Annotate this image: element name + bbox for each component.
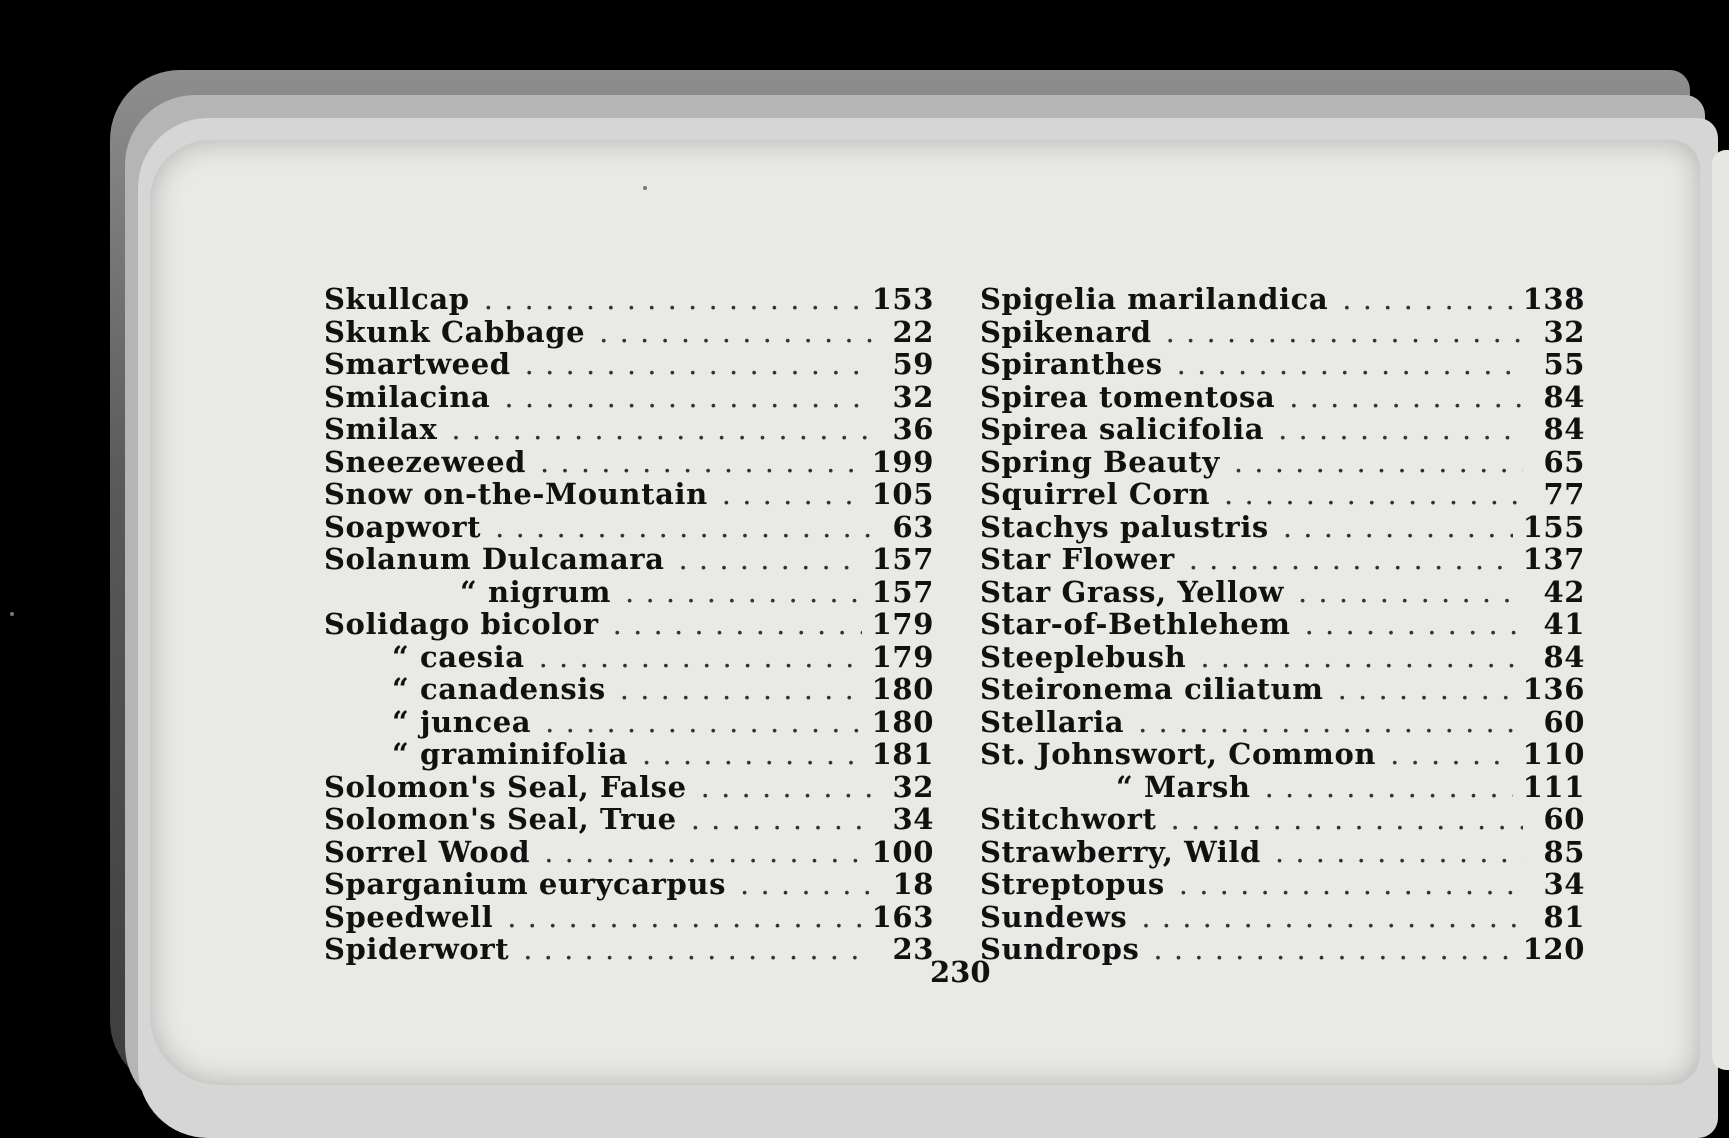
entry-name: Stellaria xyxy=(980,704,1125,739)
dot-leader xyxy=(740,868,872,901)
index-entry xyxy=(980,348,1585,381)
entry-name: Spikenard xyxy=(980,314,1152,349)
dot-leader xyxy=(1298,576,1523,609)
dot-leader xyxy=(507,901,861,934)
entry-page-number: 100 xyxy=(871,834,934,869)
index-entry xyxy=(980,933,1585,966)
index-entry xyxy=(980,446,1585,479)
entry-name: Sorrel Wood xyxy=(324,834,531,869)
entry-page-number: 120 xyxy=(1522,932,1585,966)
entry-name: Solomon's Seal, False xyxy=(324,769,687,804)
entry-name: Spirea tomentosa xyxy=(980,379,1276,414)
entry-name: Stitchwort xyxy=(980,802,1157,836)
entry-name: Sparganium eurycarpus xyxy=(324,867,727,901)
page-number: 230 xyxy=(930,955,991,989)
entry-name: Smilacina xyxy=(324,379,491,414)
entry-name: Star-of-Bethlehem xyxy=(980,607,1291,641)
index-entry xyxy=(324,478,934,511)
entry-page-number: 199 xyxy=(871,444,934,479)
entry-name: “ graminifolia xyxy=(392,737,628,771)
dot-leader xyxy=(495,511,872,544)
index-entry xyxy=(324,413,934,446)
entry-page-number: 81 xyxy=(1543,899,1585,934)
entry-page-number: 153 xyxy=(871,282,934,316)
entry-page-number: 32 xyxy=(1543,314,1585,349)
dot-leader xyxy=(545,706,862,739)
entry-page-number: 41 xyxy=(1543,607,1585,641)
entry-name: Spigelia marilandica xyxy=(980,282,1329,316)
index-entry xyxy=(980,901,1585,934)
dot-leader xyxy=(722,478,862,511)
entry-name: Strawberry, Wild xyxy=(980,834,1261,869)
dot-leader xyxy=(525,348,872,381)
dot-leader xyxy=(1338,673,1513,706)
entry-page-number: 32 xyxy=(892,379,934,414)
dot-leader xyxy=(1305,608,1523,641)
index-entry xyxy=(324,836,934,869)
index-entry xyxy=(324,543,934,576)
entry-page-number: 34 xyxy=(892,802,934,836)
entry-name: Sundews xyxy=(980,899,1128,934)
index-entry xyxy=(980,316,1585,349)
dot-leader xyxy=(1141,901,1523,934)
dot-leader xyxy=(1166,316,1523,349)
entry-page-number: 180 xyxy=(871,704,934,739)
index-entry xyxy=(980,283,1585,316)
dot-leader xyxy=(544,836,861,869)
index-entry xyxy=(980,771,1585,804)
index-entry xyxy=(980,413,1585,446)
index-entry xyxy=(324,738,934,771)
entry-page-number: 157 xyxy=(871,574,934,609)
entry-name: Spiranthes xyxy=(980,347,1163,381)
index-entry xyxy=(980,608,1585,641)
entry-name: Solanum Dulcamara xyxy=(324,542,665,576)
dot-leader xyxy=(1289,381,1523,414)
dot-leader xyxy=(451,413,872,446)
index-entry xyxy=(980,706,1585,739)
dot-leader xyxy=(1265,771,1513,804)
index-entry xyxy=(980,673,1585,706)
entry-name: Spring Beauty xyxy=(980,444,1220,479)
entry-page-number: 32 xyxy=(892,769,934,804)
entry-page-number: 22 xyxy=(892,314,934,349)
dot-leader xyxy=(1177,348,1523,381)
entry-name: Star Flower xyxy=(980,542,1175,576)
index-entry xyxy=(324,901,934,934)
index-entry xyxy=(324,608,934,641)
entry-name: Steeplebush xyxy=(980,639,1187,674)
entry-name: “ caesia xyxy=(392,639,525,674)
dot-leader xyxy=(1234,446,1523,479)
entry-page-number: 84 xyxy=(1543,639,1585,674)
entry-page-number: 110 xyxy=(1522,737,1585,771)
entry-name: Star Grass, Yellow xyxy=(980,574,1284,609)
dot-leader xyxy=(1342,283,1512,316)
entry-page-number: 138 xyxy=(1522,282,1585,316)
entry-page-number: 181 xyxy=(871,737,934,771)
dust-speck xyxy=(10,612,14,616)
entry-page-number: 60 xyxy=(1543,802,1585,836)
entry-page-number: 180 xyxy=(871,672,934,706)
index-entry xyxy=(324,933,934,966)
dot-leader xyxy=(620,673,862,706)
entry-page-number: 155 xyxy=(1522,509,1585,544)
index-entry xyxy=(980,478,1585,511)
dot-leader xyxy=(1278,413,1523,446)
index-entry xyxy=(324,803,934,836)
dot-leader xyxy=(691,803,872,836)
entry-name: Snow on-the-Mountain xyxy=(324,477,708,511)
entry-page-number: 84 xyxy=(1543,379,1585,414)
index-entry xyxy=(324,283,934,316)
index-entry xyxy=(324,511,934,544)
entry-page-number: 157 xyxy=(871,542,934,576)
entry-page-number: 137 xyxy=(1522,542,1585,576)
entry-name: Solidago bicolor xyxy=(324,607,599,641)
index-entry xyxy=(980,868,1585,901)
index-entry xyxy=(980,381,1585,414)
dot-leader xyxy=(540,446,862,479)
dot-leader xyxy=(504,381,872,414)
entry-page-number: 60 xyxy=(1543,704,1585,739)
entry-page-number: 179 xyxy=(871,607,934,641)
dot-leader xyxy=(1390,738,1513,771)
entry-page-number: 105 xyxy=(871,477,934,511)
entry-page-number: 163 xyxy=(871,899,934,934)
entry-name: “ canadensis xyxy=(392,672,606,706)
entry-name: Streptopus xyxy=(980,867,1165,901)
entry-page-number: 136 xyxy=(1522,672,1585,706)
entry-name: “ Marsh xyxy=(1116,769,1251,804)
dot-leader xyxy=(1200,641,1523,674)
entry-name: Sundrops xyxy=(980,932,1140,966)
entry-name: Skullcap xyxy=(324,282,470,316)
index-entry xyxy=(324,868,934,901)
dot-leader xyxy=(1275,836,1523,869)
entry-page-number: 34 xyxy=(1543,867,1585,901)
entry-page-number: 36 xyxy=(892,412,934,446)
entry-name: Squirrel Corn xyxy=(980,477,1211,511)
index-entry xyxy=(980,576,1585,609)
index-entry xyxy=(980,511,1585,544)
index-column-right xyxy=(980,283,1585,966)
facing-page-edge xyxy=(1712,150,1729,1070)
entry-page-number: 55 xyxy=(1543,347,1585,381)
entry-page-number: 77 xyxy=(1543,477,1585,511)
dot-leader xyxy=(679,543,862,576)
index-entry xyxy=(324,576,934,609)
index-entry xyxy=(980,641,1585,674)
entry-name: Solomon's Seal, True xyxy=(324,802,677,836)
entry-name: “ nigrum xyxy=(460,574,612,609)
index-entry xyxy=(324,706,934,739)
entry-name: Steironema ciliatum xyxy=(980,672,1324,706)
index-entry xyxy=(324,348,934,381)
dot-leader xyxy=(1179,868,1523,901)
entry-name: Stachys palustris xyxy=(980,509,1269,544)
dot-leader xyxy=(1138,706,1523,739)
index-entry xyxy=(980,543,1585,576)
entry-name: Soapwort xyxy=(324,509,482,544)
index-entry xyxy=(324,641,934,674)
dot-leader xyxy=(1153,933,1512,966)
dot-leader xyxy=(523,933,872,966)
index-entry xyxy=(324,446,934,479)
entry-name: Spiderwort xyxy=(324,932,510,966)
entry-name: Speedwell xyxy=(324,899,494,934)
entry-page-number: 63 xyxy=(892,509,934,544)
index-entry xyxy=(324,673,934,706)
dot-leader xyxy=(484,283,862,316)
entry-name: St. Johnswort, Common xyxy=(980,737,1377,771)
entry-page-number: 65 xyxy=(1543,444,1585,479)
entry-name: Spirea salicifolia xyxy=(980,412,1265,446)
index-entry xyxy=(980,836,1585,869)
entry-page-number: 42 xyxy=(1543,574,1585,609)
entry-page-number: 85 xyxy=(1543,834,1585,869)
entry-name: Smartweed xyxy=(324,347,511,381)
dot-leader xyxy=(642,738,862,771)
entry-page-number: 59 xyxy=(892,347,934,381)
entry-page-number: 111 xyxy=(1522,769,1585,804)
dot-leader xyxy=(613,608,862,641)
entry-page-number: 23 xyxy=(892,932,934,966)
dot-leader xyxy=(599,316,872,349)
index-entry xyxy=(324,381,934,414)
entry-page-number: 84 xyxy=(1543,412,1585,446)
dot-leader xyxy=(1189,543,1513,576)
entry-name: Skunk Cabbage xyxy=(324,314,586,349)
index-entry xyxy=(980,803,1585,836)
index-entry xyxy=(980,738,1585,771)
entry-name: Sneezeweed xyxy=(324,444,526,479)
entry-name: Smilax xyxy=(324,412,438,446)
dot-leader xyxy=(1224,478,1523,511)
dot-leader xyxy=(1170,803,1523,836)
dot-leader xyxy=(1283,511,1513,544)
dust-speck xyxy=(643,186,647,190)
dot-leader xyxy=(625,576,862,609)
index-entry xyxy=(324,771,934,804)
entry-page-number: 179 xyxy=(871,639,934,674)
dot-leader xyxy=(701,771,872,804)
index-entry xyxy=(324,316,934,349)
entry-page-number: 18 xyxy=(892,867,934,901)
entry-name: “ juncea xyxy=(392,704,532,739)
dot-leader xyxy=(539,641,862,674)
index-column-left xyxy=(324,283,934,966)
